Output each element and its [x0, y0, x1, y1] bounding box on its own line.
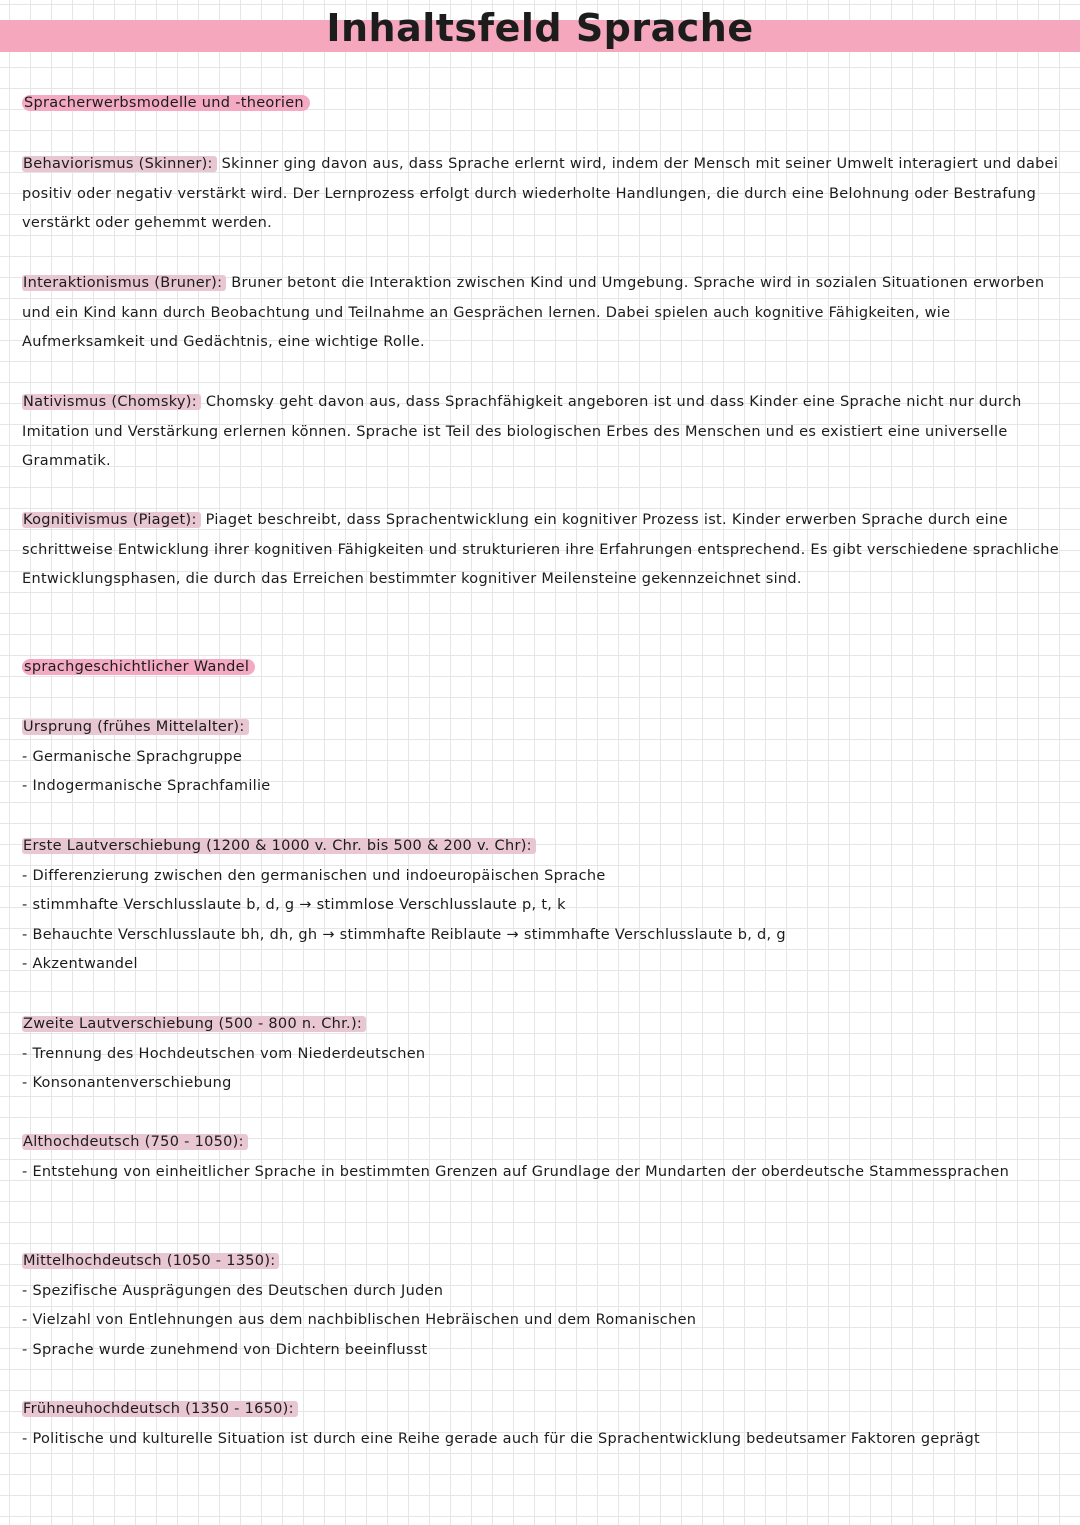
section-heading-spracherwerb — [22, 92, 1062, 111]
theory-term: Interaktionismus (Bruner): — [22, 275, 226, 291]
list-item: - Entstehung von einheitlicher Sprache in bestimmten Grenzen auf Grundlage der Mundarten der oberdeutsche Stammessprachen — [22, 1163, 1010, 1180]
period-term: Mittelhochdeutsch (1050 - 1350): — [22, 1253, 279, 1269]
theory-text: Piaget beschreibt, dass Sprachentwicklung ein kognitiver Prozess ist. Kinder erwerben Sprache durch eine schrittweise Entwicklung ihrer kognitiven Fähigkeiten und strukturieren ihre Erfahrungen entsprechend. Es gibt verschiedene sprachliche Entwicklungsphasen, die durch das Erreichen bestimmter kognitiver Meilensteine gekennzeichnet sind. — [22, 512, 1059, 588]
theory-text: Bruner betont die Interaktion zwischen Kind und Umgebung. Sprache wird in sozialen Situationen erworben und ein Kind kann durch Beobachtung und Teilnahme an Gesprächen lernen. Dabei spielen auch kognitive Fähigkeiten, wie Aufmerksamkeit und Gedächtnis, eine wichtige Rolle. — [22, 275, 1045, 351]
period-mittelhochdeutsch — [22, 1247, 1062, 1365]
list-item: - Politische und kulturelle Situation ist durch eine Reihe gerade auch für die Sprachentwicklung bedeutsamer Faktoren geprägt — [22, 1430, 981, 1447]
list-item: - Vielzahl von Entlehnungen aus dem nachbiblischen Hebräischen und dem Romanischen — [22, 1312, 697, 1329]
theory-term: Nativismus (Chomsky): — [22, 394, 201, 410]
section-heading-label: Spracherwerbsmodelle und -theorien — [22, 95, 310, 111]
list-item: - Indogermanische Sprachfamilie — [22, 778, 271, 795]
theory-kognitivismus — [22, 506, 1062, 595]
list-item: - stimmhafte Verschlusslaute b, d, g → stimmlose Verschlusslaute p, t, k — [22, 897, 566, 914]
theory-text: Skinner ging davon aus, dass Sprache erlernt wird, indem der Mensch mit seiner Umwelt interagiert und dabei positiv oder negativ verstärkt wird. Der Lernprozess erfolgt durch wiederholte Handlungen, die durch eine Belohnung oder Bestrafung verstärkt oder gehemmt werden. — [22, 156, 1059, 232]
section-heading-label: sprachgeschichtlicher Wandel — [22, 659, 255, 675]
theory-nativismus — [22, 388, 1062, 477]
list-item: - Differenzierung zwischen den germanischen und indoeuropäischen Sprache — [22, 867, 606, 884]
period-ursprung — [22, 713, 1062, 802]
period-term: Althochdeutsch (750 - 1050): — [22, 1134, 248, 1150]
theory-interaktionismus — [22, 269, 1062, 358]
list-item: - Germanische Sprachgruppe — [22, 748, 243, 765]
list-item: - Konsonantenverschiebung — [22, 1075, 232, 1092]
section-heading-sprachgeschichte — [22, 656, 1062, 675]
period-althochdeutsch — [22, 1128, 1062, 1187]
list-item: - Akzentwandel — [22, 956, 138, 973]
period-term: Frühneuhochdeutsch (1350 - 1650): — [22, 1401, 298, 1417]
period-term: Erste Lautverschiebung (1200 & 1000 v. Chr. bis 500 & 200 v. Chr): — [22, 838, 536, 854]
list-item: - Sprache wurde zunehmend von Dichtern beeinflusst — [22, 1341, 428, 1358]
list-item: - Trennung des Hochdeutschen vom Niederdeutschen — [22, 1045, 426, 1062]
period-zweite-lautverschiebung — [22, 1010, 1062, 1099]
theory-term: Kognitivismus (Piaget): — [22, 512, 201, 528]
theory-behaviorismus — [22, 150, 1062, 239]
list-item: - Behauchte Verschlusslaute bh, dh, gh → stimmhafte Reiblaute → stimmhafte Verschlusslaute b, d, g — [22, 926, 786, 943]
theory-text: Chomsky geht davon aus, dass Sprachfähigkeit angeboren ist und dass Kinder eine Sprache nicht nur durch Imitation und Verstärkung erlernen können. Sprache ist Teil des biologischen Erbes des Menschen und es existiert eine universelle Grammatik. — [22, 394, 1022, 470]
theory-term: Behaviorismus (Skinner): — [22, 156, 217, 172]
period-term: Ursprung (frühes Mittelalter): — [22, 719, 249, 735]
page-title: Inhaltsfeld Sprache — [326, 6, 754, 50]
list-item: - Spezifische Ausprägungen des Deutschen durch Juden — [22, 1282, 444, 1299]
period-fruehneuhochdeutsch — [22, 1395, 1062, 1454]
period-erste-lautverschiebung — [22, 832, 1062, 980]
period-term: Zweite Lautverschiebung (500 - 800 n. Chr.): — [22, 1016, 366, 1032]
